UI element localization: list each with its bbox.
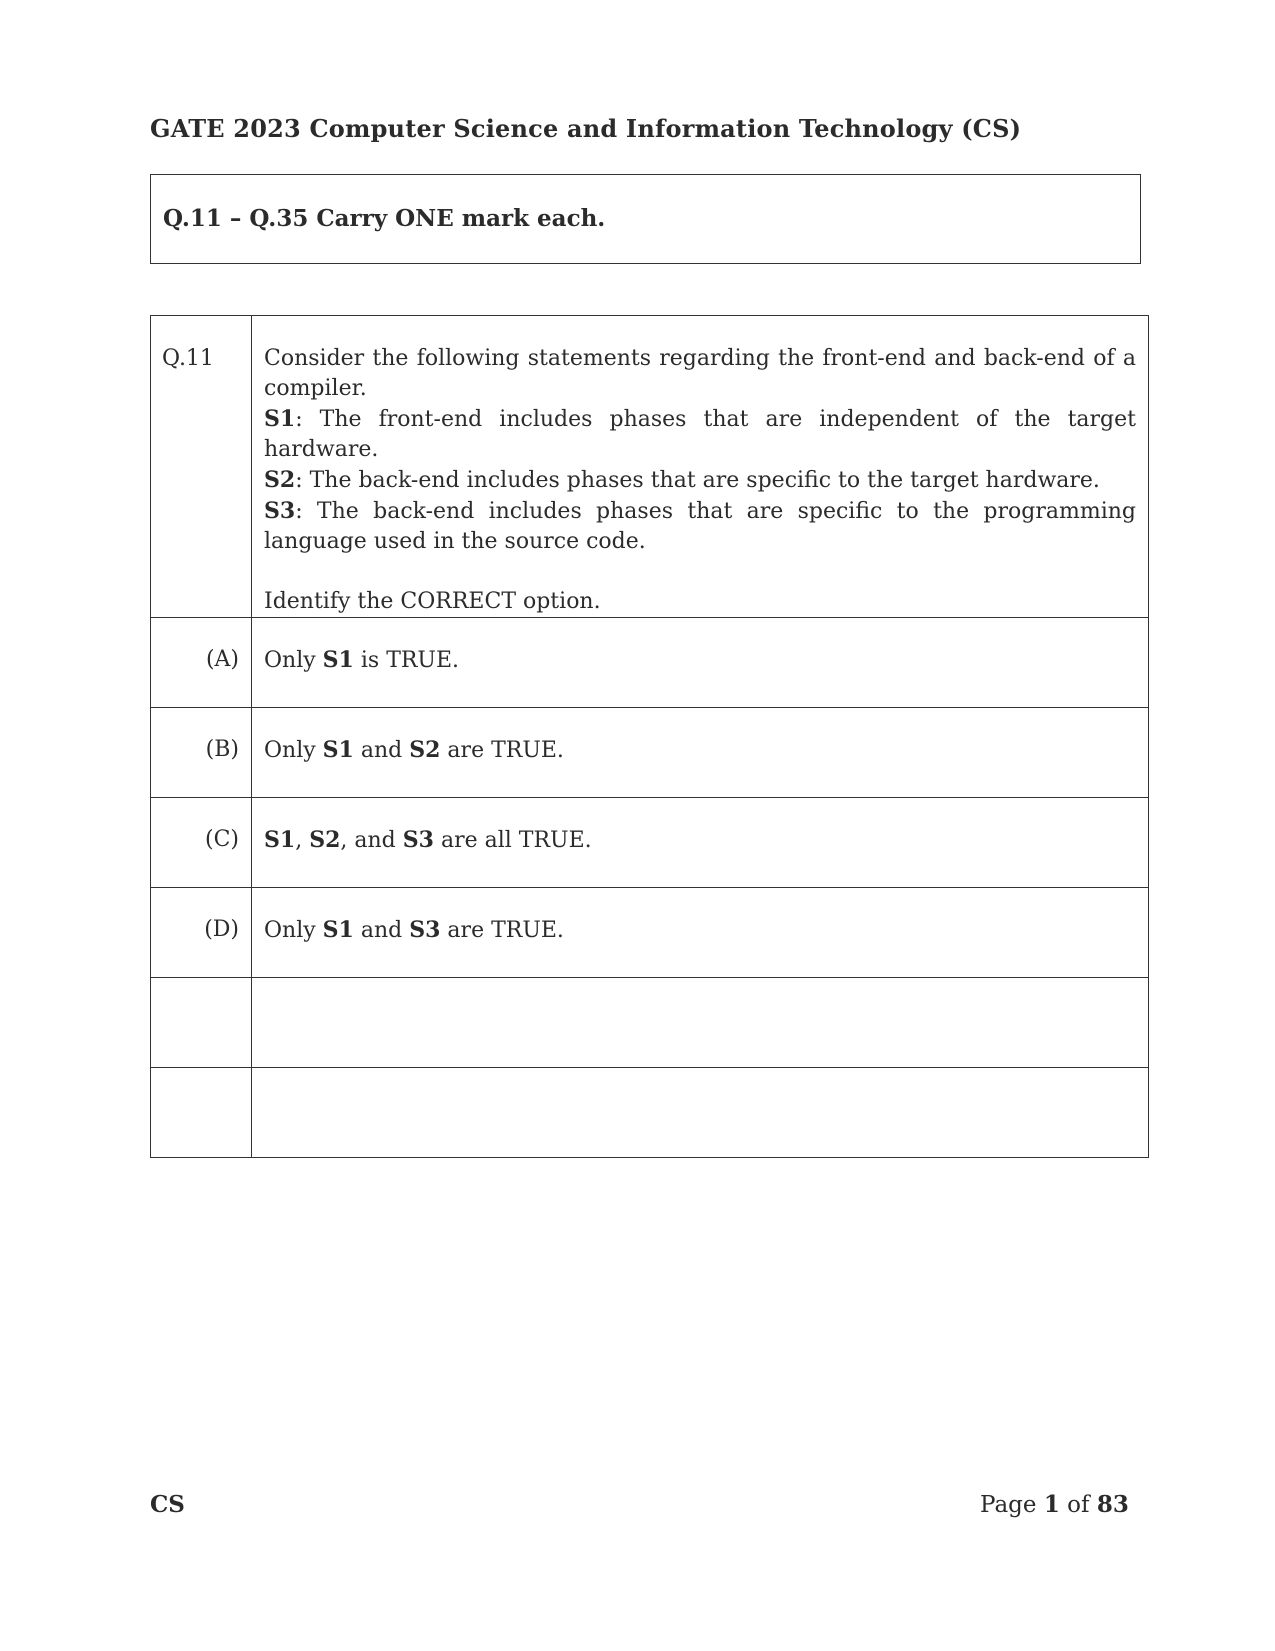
question-table: [150, 315, 1149, 1158]
statement-s1: [264, 404, 1136, 465]
option-c-label: (C): [205, 827, 239, 852]
statement-s3-label: S3: [264, 498, 296, 524]
question-number: Q.11: [162, 346, 214, 371]
statement-s1-label: S1: [264, 406, 296, 432]
section-instruction-label: Q.11 – Q.35 Carry ONE mark each.: [163, 205, 606, 232]
empty-row: [151, 978, 1149, 1068]
question-text-cell: [252, 316, 1149, 618]
question-prompt: Identify the CORRECT option.: [264, 589, 601, 614]
option-row-b: [151, 708, 1149, 798]
statement-s2-label: S2: [264, 467, 296, 493]
option-row-a: [151, 618, 1149, 708]
footer-paper-code: CS: [150, 1491, 185, 1518]
statement-s3-text: : The back-end includes phases that are specific to the programming language used in the source code.: [264, 499, 1136, 554]
option-b-text: Only S1 and S2 are TRUE.: [264, 737, 564, 763]
option-a-text: Only S1 is TRUE.: [264, 647, 460, 673]
option-b-label: (B): [205, 737, 239, 762]
footer-page-number: Page 1 of 83: [980, 1491, 1129, 1518]
statement-s2-text: : The back-end includes phases that are specific to the target hardware.: [295, 468, 1100, 493]
option-row-d: [151, 888, 1149, 978]
option-d-label: (D): [204, 917, 239, 942]
option-d-text: Only S1 and S3 are TRUE.: [264, 917, 564, 943]
question-intro: Consider the following statements regarding the front-end and back-end of a compiler.: [264, 346, 1136, 401]
question-number-cell: [151, 316, 252, 618]
document-title: GATE 2023 Computer Science and Information Technology (CS): [150, 114, 1022, 143]
statement-s3: [264, 496, 1136, 557]
option-a-label: (A): [205, 647, 239, 672]
option-c-text: S1, S2, and S3 are all TRUE.: [264, 827, 592, 853]
section-instruction-box: [150, 174, 1141, 264]
statement-s2: [264, 465, 1136, 496]
question-text: [252, 316, 1148, 617]
statement-s1-text: : The front-end includes phases that are independent of the target hardware.: [264, 407, 1136, 462]
empty-row: [151, 1068, 1149, 1158]
option-row-c: [151, 798, 1149, 888]
question-row: [151, 316, 1149, 618]
